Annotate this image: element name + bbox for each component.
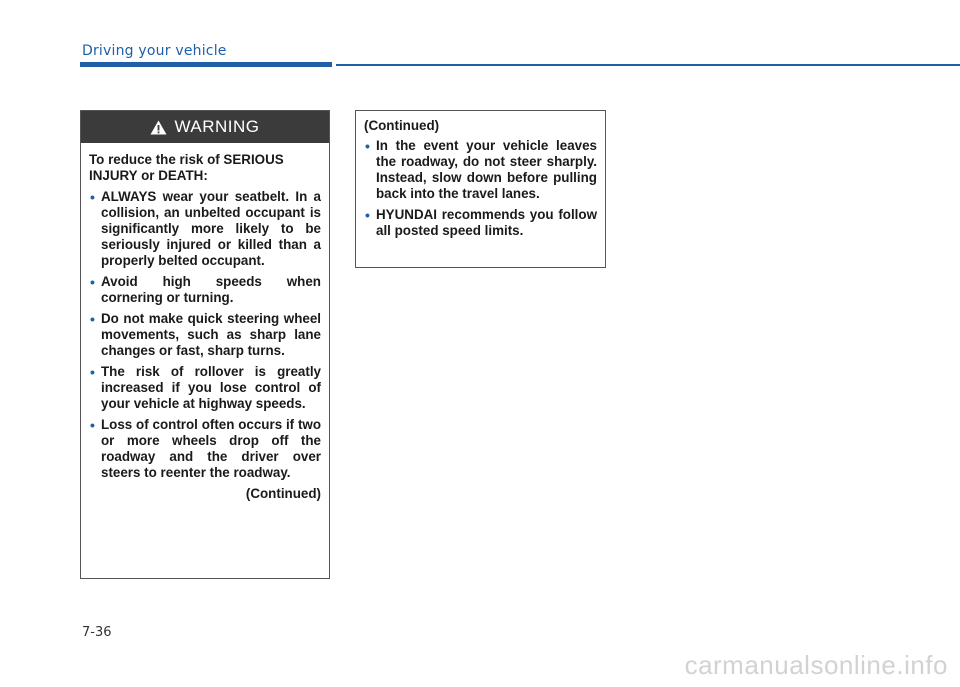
section-title: Driving your vehicle (82, 43, 227, 59)
header-rule-accent (80, 62, 332, 67)
watermark: carmanualsonline.info (684, 650, 948, 680)
list-item: • HYUNDAI recommends you follow all posted speed limits. (365, 207, 597, 238)
continued-label: (Continued) (245, 486, 321, 501)
warning-triangle-icon (150, 120, 167, 135)
bullet-dot: • (90, 311, 95, 327)
page-number: 7-36 (82, 625, 112, 640)
list-item: • Do not make quick steering wheel movements, such as sharp lane changes or fast, sharp turns. (90, 311, 321, 358)
warning-intro: To reduce the risk of SERIOUS INJURY or DEATH: (89, 152, 284, 183)
bullet-dot: • (90, 274, 95, 290)
bullet-dot: • (365, 138, 370, 154)
list-item: • In the event your vehicle leaves the roadway, do not steer sharply. Instead, slow down before pulling back into the travel lanes. (365, 138, 597, 201)
bullet-dot: • (365, 207, 370, 223)
list-item: • The risk of rollover is greatly increased if you lose control of your vehicle at highway speeds. (90, 364, 321, 411)
continued-list (364, 138, 597, 239)
bullet-dot: • (90, 364, 95, 380)
continued-heading: (Continued) (364, 118, 440, 133)
header-rule (336, 64, 960, 66)
list-item: • Loss of control often occurs if two or more wheels drop off the roadway and the driver over steers to reenter the roadway. (90, 417, 321, 480)
warning-title: WARNING (174, 117, 260, 136)
list-item: • Avoid high speeds when cornering or turning. (90, 274, 321, 305)
warning-body (81, 143, 329, 502)
warning-header (81, 111, 329, 143)
warning-list (89, 189, 321, 481)
bullet-dot: • (90, 417, 95, 433)
warning-box (80, 110, 330, 579)
list-item: • ALWAYS wear your seatbelt. In a collision, an unbelted occupant is significantly more likely to be seriously injured or killed than a properly belted occupant. (90, 189, 321, 268)
bullet-dot: • (90, 189, 95, 205)
continued-box (355, 110, 606, 268)
